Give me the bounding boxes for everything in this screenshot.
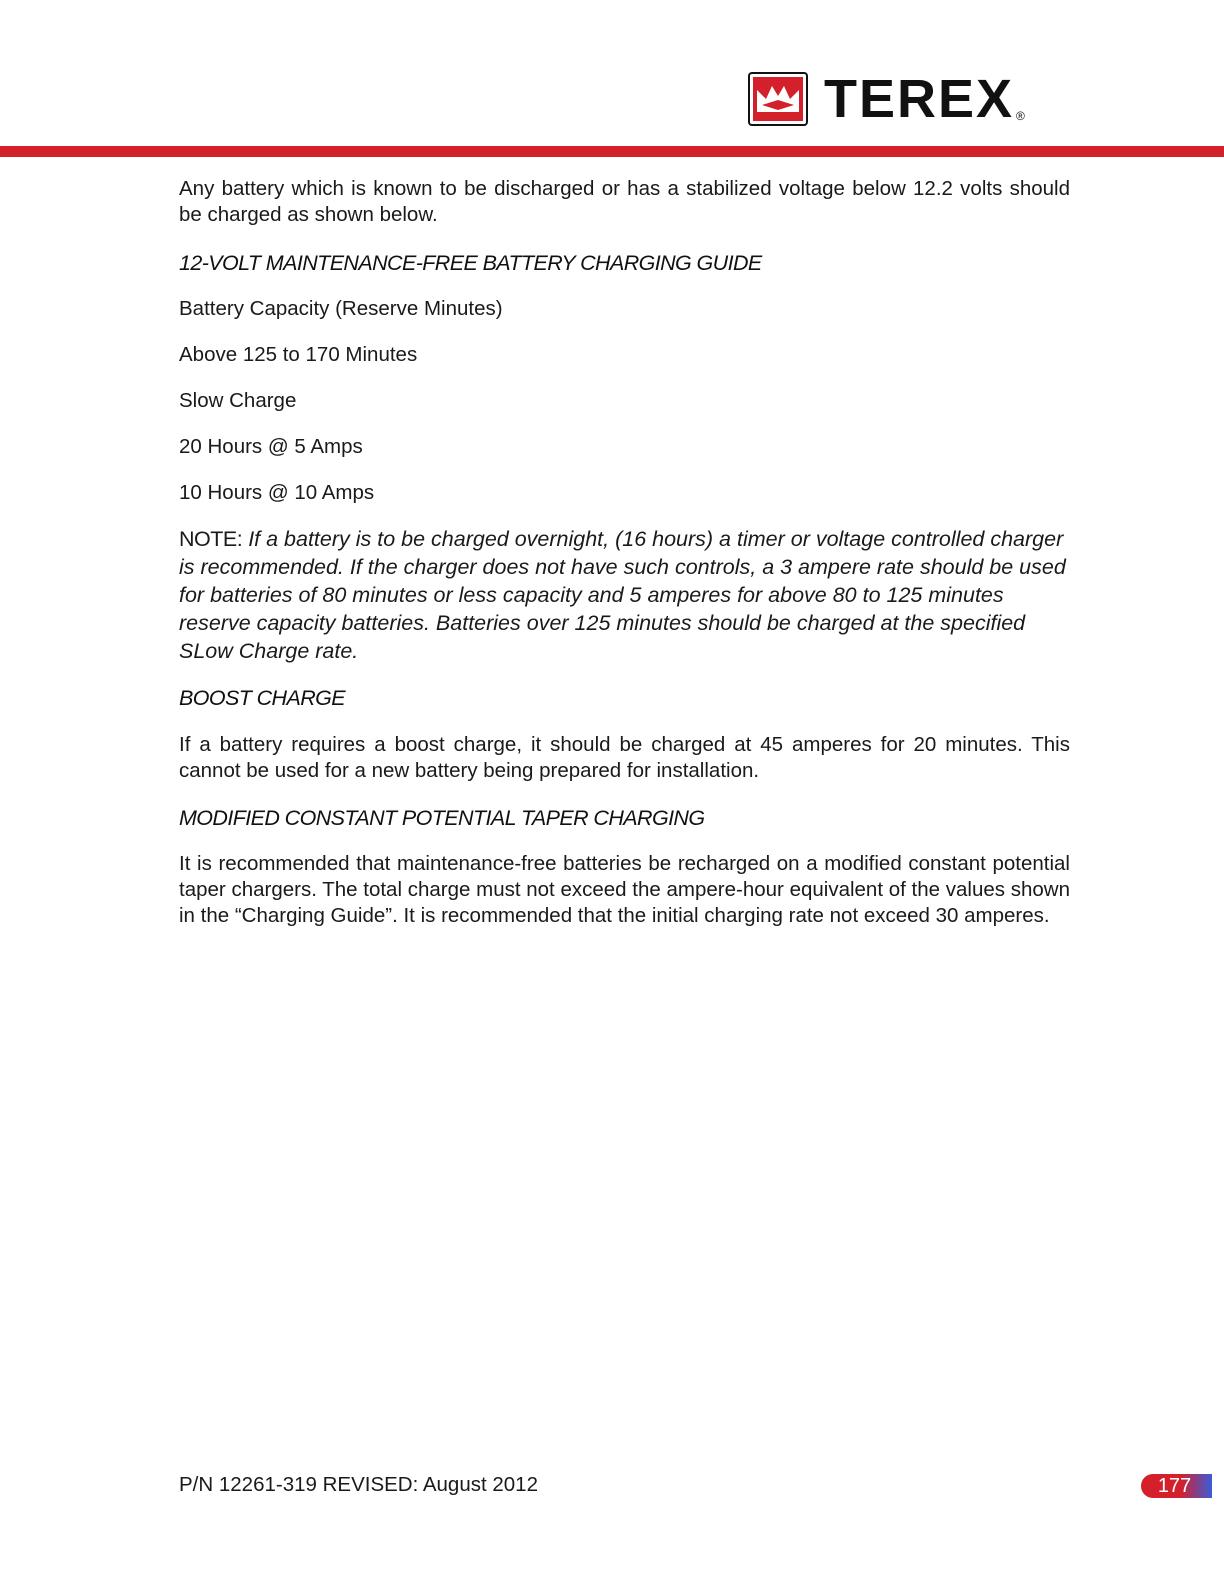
taper-charging-heading: MODIFIED CONSTANT POTENTIAL TAPER CHARGING [179,806,705,830]
footer-part-number: P/N 12261-319 REVISED: August 2012 [179,1473,538,1496]
guide-line: 10 Hours @ 10 Amps [179,481,375,504]
logo-wordmark: TEREX [824,69,1015,129]
registered-mark: ® [1016,109,1025,123]
guide-line: Above 125 to 170 Minutes [179,343,418,366]
taper-charging-paragraph: It is recommended that maintenance-free batteries be recharged on a modified constant potential taper chargers. The total charge must not exceed the ampere-hour equivalent of the values shown in the “Charging Guide”. It is recommended that the initial charging rate not exceed 30 amperes. [179,852,1070,927]
note-paragraph [179,525,1070,665]
guide-line: Battery Capacity (Reserve Minutes) [179,297,503,320]
intro-paragraph: Any battery which is known to be discharged or has a stabilized voltage below 12.2 volts should be charged as shown below. [179,177,1070,226]
terex-crown-icon [748,72,808,126]
boost-charge-paragraph: If a battery requires a boost charge, it should be charged at 45 amperes for 20 minutes. This cannot be used for a new battery being prepared for installation. [179,733,1070,782]
charging-guide-heading: 12-VOLT MAINTENANCE-FREE BATTERY CHARGING GUIDE [179,251,762,275]
page-number-badge: 177 [1141,1474,1212,1498]
guide-line: Slow Charge [179,389,297,412]
guide-line: 20 Hours @ 5 Amps [179,435,363,458]
note-text: If a battery is to be charged overnight, (16 hours) a timer or voltage controlled charger is recommended. If the charger does not have such controls, a 3 ampere rate should be used for batteries of 80 minutes or less capacity and 5 amperes for above 80 to 125 minutes reserve capacity batteries. Batteries over 125 minutes should be charged at the specified SLow Charge rate. [179,527,1066,663]
page-content [179,176,1070,929]
header-accent-bar [0,146,1224,157]
terex-logo [748,69,1025,129]
note-label: NOTE: [179,527,243,551]
boost-charge-heading: BOOST CHARGE [179,686,346,710]
